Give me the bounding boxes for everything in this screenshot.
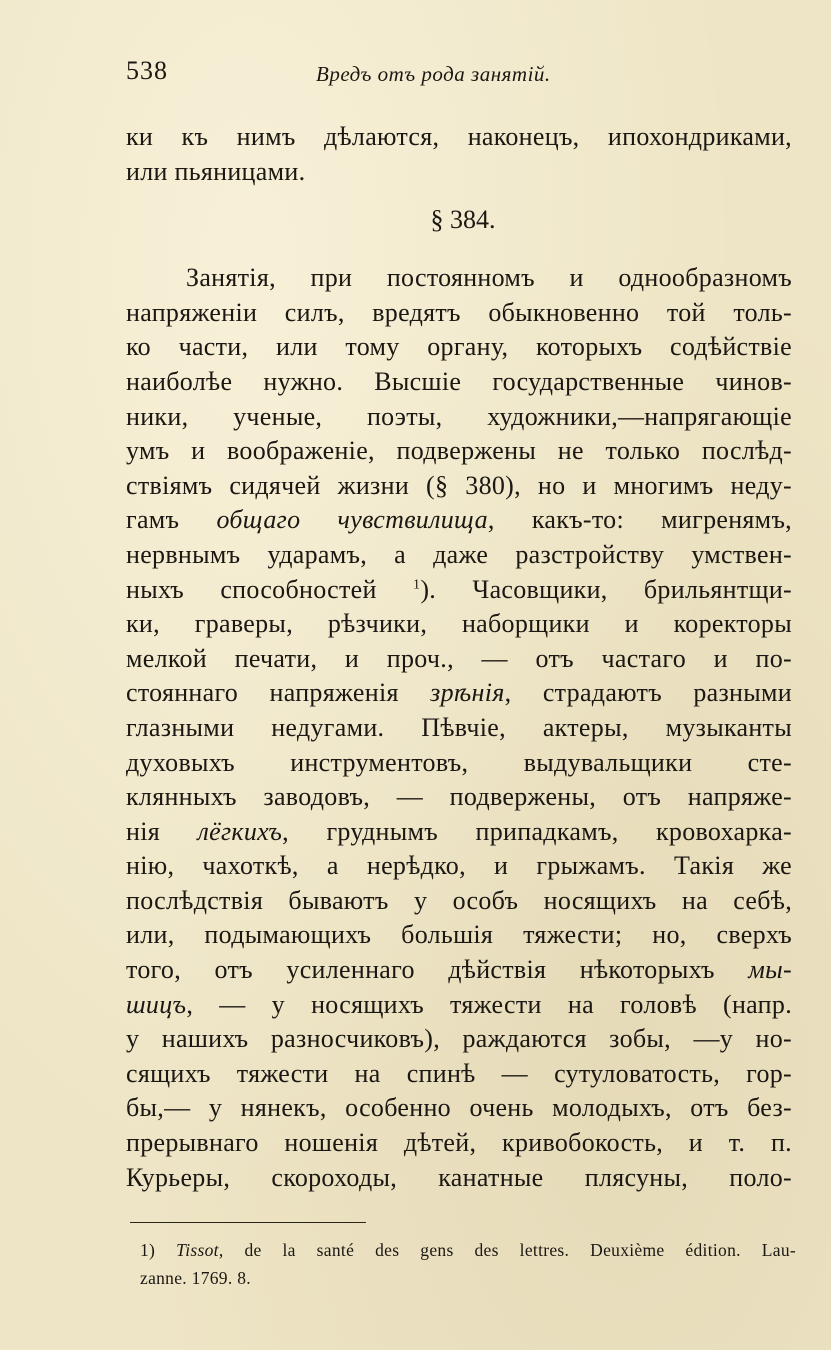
text-line: клянныхъ заводовъ, — подвержены, отъ напряже-: [126, 782, 792, 812]
text-run: того, отъ усиленнаго дѣйствія нѣкоторыхъ: [126, 955, 749, 985]
text-line: Курьеры, скороходы, канатные плясуны, поло-: [126, 1162, 792, 1192]
section-heading: § 384.: [430, 205, 496, 235]
text-line: напряженіи силъ, вредятъ обыкновенно той толь-: [126, 297, 792, 327]
text-line: наиболѣе нужно. Высшіе государственные чинов-: [126, 366, 792, 396]
italic-term: шицъ: [126, 989, 187, 1019]
main-text: [126, 120, 792, 1195]
text-line: ки, граверы, рѣзчики, наборщики и коректоры: [126, 609, 792, 639]
text-line: [126, 988, 792, 1023]
italic-term: общаго чувствилища: [216, 505, 488, 535]
footnote-marker: 1): [140, 1240, 177, 1260]
text-run: , груднымъ припадкамъ, кровохарка-: [282, 816, 793, 846]
text-line: [126, 573, 792, 608]
text-line: нію, чахоткѣ, а нерѣдко, и грыжамъ. Такія же: [126, 851, 792, 881]
text-line: духовыхъ инструментовъ, выдувальщики сте-: [126, 747, 792, 777]
text-run: , — у носящихъ тяжести на головѣ (напр.: [186, 989, 792, 1019]
text-run: стояннаго напряженія: [126, 678, 431, 708]
footnote: [140, 1236, 796, 1292]
text-line: ствіямъ сидячей жизни (§ 380), но и многимъ неду-: [126, 470, 792, 500]
text-line: бы,— у нянекъ, особенно очень молодыхъ, отъ без-: [126, 1093, 792, 1123]
italic-term: мы-: [748, 955, 792, 985]
text-line: сящихъ тяжести на спинѣ — сутуловатость, гор-: [126, 1058, 792, 1088]
italic-term: зрѣнія: [430, 678, 505, 708]
italic-term: лёгкихъ: [197, 816, 283, 846]
text-line: послѣдствія бываютъ у особъ носящихъ на себѣ,: [126, 885, 792, 915]
page-number: 538: [126, 56, 168, 85]
text-line: ники, ученые, поэты, художники,—напрягающіе: [126, 401, 792, 431]
text-line: мелкой печати, и проч., — отъ частаго и по-: [126, 643, 792, 673]
text-line: у нашихъ разносчиковъ), раждаются зобы, —у но-: [126, 1024, 792, 1054]
page-header: [126, 56, 795, 96]
text-line: [126, 815, 792, 850]
text-line: ко части, или тому органу, которыхъ содѣйствіе: [126, 332, 792, 362]
text-line: глазными недугами. Пѣвчіе, актеры, музыканты: [126, 712, 792, 742]
text-line: или пьяницами.: [126, 156, 306, 186]
footnote-divider: [130, 1222, 366, 1223]
footnote-line: zanne. 1769. 8.: [140, 1268, 251, 1288]
text-run: , какъ-то: мигренямъ,: [487, 505, 792, 535]
text-line: или, подымающихъ большія тяжести; но, сверхъ: [126, 920, 792, 950]
text-line: ки къ нимъ дѣлаются, наконецъ, ипохондриками,: [126, 122, 792, 151]
footnote-text: , de la santé des gens des lettres. Deuxième édition. Lau-: [218, 1240, 796, 1260]
text-run: ныхъ способностей: [126, 574, 414, 604]
text-line: прерывнаго ношенія дѣтей, кривобокость, и т. п.: [126, 1128, 792, 1158]
running-head: Вредъ отъ рода занятій.: [316, 62, 551, 86]
text-line: [126, 503, 792, 538]
footnote-author: Tissot: [176, 1240, 219, 1260]
text-run: нія: [126, 816, 198, 846]
footnote-reference[interactable]: 1: [413, 576, 421, 592]
text-line: Занятія, при постоянномъ и однообразномъ: [186, 263, 792, 293]
text-line: умъ и воображеніе, подвержены не только послѣд-: [126, 436, 792, 466]
text-run: гамъ: [126, 505, 217, 535]
text-run: ). Часовщики, брильянтщи-: [420, 574, 792, 604]
text-run: , страдаютъ разными: [504, 678, 792, 708]
text-line: нервнымъ ударамъ, а даже разстройству умствен-: [126, 539, 792, 569]
text-line: [126, 953, 792, 988]
footnote-line: [140, 1236, 796, 1264]
text-line: [126, 676, 792, 711]
